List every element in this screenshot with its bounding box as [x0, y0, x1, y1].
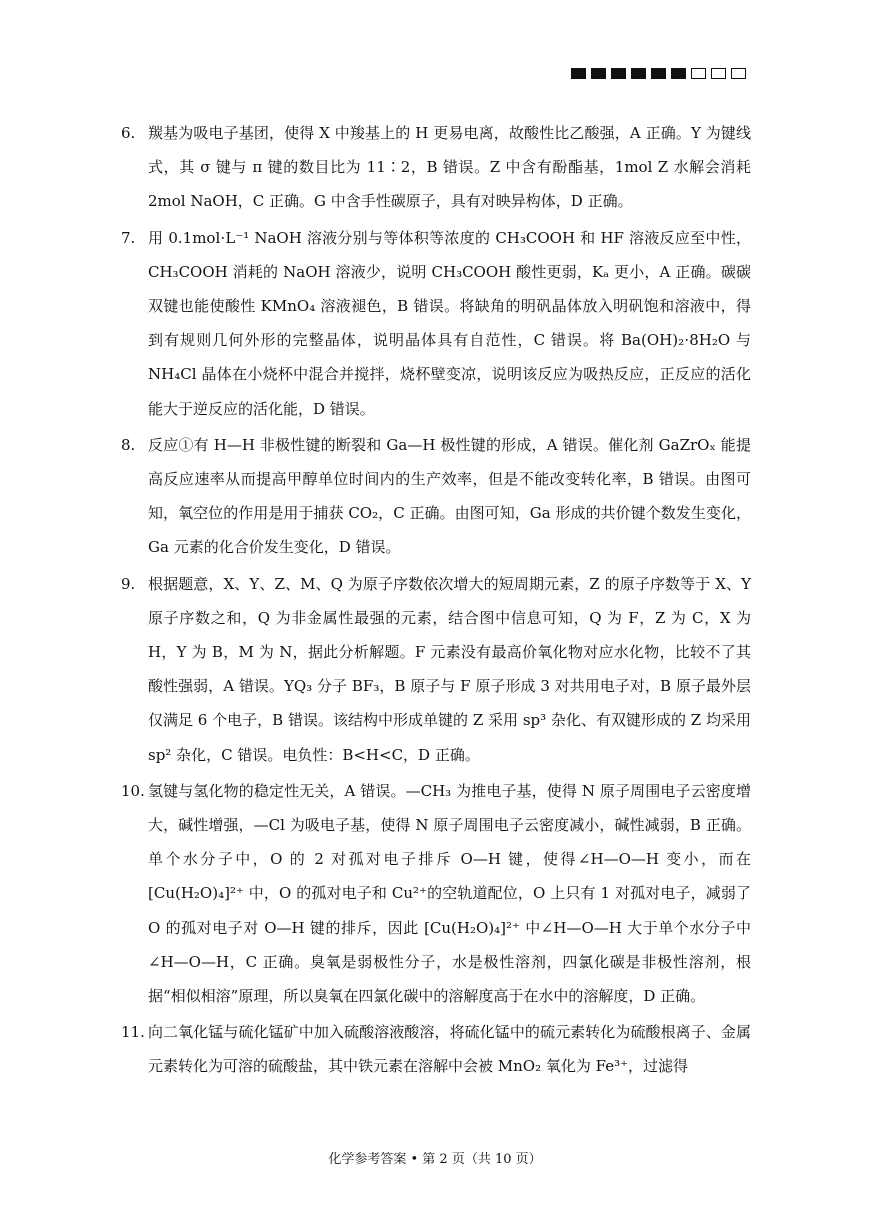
answer-text: 根据题意，X、Y、Z、M、Q 为原子序数依次增大的短周期元素，Z 的原子序数等于 X、Y 原子序数之和，Q 为非金属性最强的元素，结合图中信息可知，Q 为 F，Z 为 C，X 为 H，Y 为 B，M 为 N，据此分析解题。F 元素没有最高价氧化物对应水化物，比较不了其酸性强弱，A 错误。YQ₃ 分子 BF₃，B 原子与 F 原子形成 3 对共用电子对，B 原子最外层仅满足 6 个电子，B 错误。该结构中形成单键的 Z 采用 sp³ 杂化、有双键形成的 Z 均采用 sp² 杂化，C 错误。电负性：B<H<C，D 正确。 [148, 574, 751, 764]
answer-item [121, 567, 751, 772]
mark-box [671, 68, 686, 79]
answer-text: 反应①有 H—H 非极性键的断裂和 Ga—H 极性键的形成，A 错误。催化剂 GaZrOₓ 能提高反应速率从而提高甲醇单位时间内的生产效率，但是不能改变转化率，B 错误。由图可知，氧空位的作用是用于捕获 CO₂，C 正确。由图可知，Ga 形成的共价键个数发生变化，Ga 元素的化合价发生变化，D 错误。 [148, 435, 751, 557]
answer-number: 8. [121, 435, 136, 454]
mark-box [711, 68, 726, 79]
answer-text: 用 0.1mol⋅L⁻¹ NaOH 溶液分别与等体积等浓度的 CH₃COOH 和 HF 溶液反应至中性，CH₃COOH 消耗的 NaOH 溶液少，说明 CH₃COOH 酸性更弱，Kₐ 更小，A 正确。碳碳双键也能使酸性 KMnO₄ 溶液褪色，B 错误。将缺角的明矾晶体放入明矾饱和溶液中，得到有规则几何外形的完整晶体，说明晶体具有自范性，C 错误。将 Ba(OH)₂⋅8H₂O 与 NH₄Cl 晶体在小烧杯中混合并搅拌，烧杯壁变凉，说明该反应为吸热反应，正反应的活化能大于逆反应的活化能，D 错误。 [148, 228, 751, 418]
answer-text: 向二氧化锰与硫化锰矿中加入硫酸溶液酸溶，将硫化锰中的硫元素转化为硫酸根离子、金属元素转化为可溶的硫酸盐，其中铁元素在溶解中会被 MnO₂ 氧化为 Fe³⁺，过滤得 [148, 1023, 751, 1076]
mark-box [631, 68, 646, 79]
answer-item [121, 221, 751, 426]
answer-item [121, 1015, 751, 1083]
answer-item [121, 428, 751, 565]
answer-key-marks [571, 68, 746, 79]
answer-number: 10. [121, 781, 145, 800]
answer-text: 氢键与氢化物的稳定性无关，A 错误。—CH₃ 为推电子基，使得 N 原子周围电子云密度增大，碱性增强，—Cl 为吸电子基，使得 N 原子周围电子云密度减小，碱性减弱，B 正确。单个水分子中，O 的 2 对孤对电子排斥 O—H 键，使得∠H—O—H 变小，而在 [Cu(H₂O)₄]²⁺ 中，O 的孤对电子和 Cu²⁺的空轨道配位，O 上只有 1 对孤对电子，减弱了 O 的孤对电子对 O—H 键的排斥，因此 [Cu(H₂O)₄]²⁺ 中∠H—O—H 大于单个水分子中∠H—O—H，C 正确。臭氧是弱极性分子，水是极性溶剂，四氯化碳是非极性溶剂，根据“相似相溶”原理，所以臭氧在四氯化碳中的溶解度高于在水中的溶解度，D 正确。 [148, 781, 751, 1006]
answer-item [121, 774, 751, 1013]
answer-text: 羰基为吸电子基团，使得 X 中羧基上的 H 更易电离，故酸性比乙酸强，A 正确。Y 为键线式，其 σ 键与 π 键的数目比为 11∶2，B 错误。Z 中含有酚酯基，1mol Z 水解会消耗 2mol NaOH，C 正确。G 中含手性碳原子，具有对映异构体，D 正确。 [148, 124, 751, 211]
answer-content [121, 116, 751, 1086]
mark-box [591, 68, 606, 79]
page-footer: 化学参考答案 • 第 2 页（共 10 页） [328, 1152, 542, 1167]
mark-box [571, 68, 586, 79]
answer-number: 11. [121, 1023, 145, 1042]
mark-box [651, 68, 666, 79]
answer-number: 7. [121, 228, 136, 247]
mark-box [691, 68, 706, 79]
answer-number: 6. [121, 124, 136, 142]
mark-box [611, 68, 626, 79]
answer-number: 9. [121, 574, 136, 593]
mark-box [731, 68, 746, 79]
answer-item [121, 116, 751, 219]
